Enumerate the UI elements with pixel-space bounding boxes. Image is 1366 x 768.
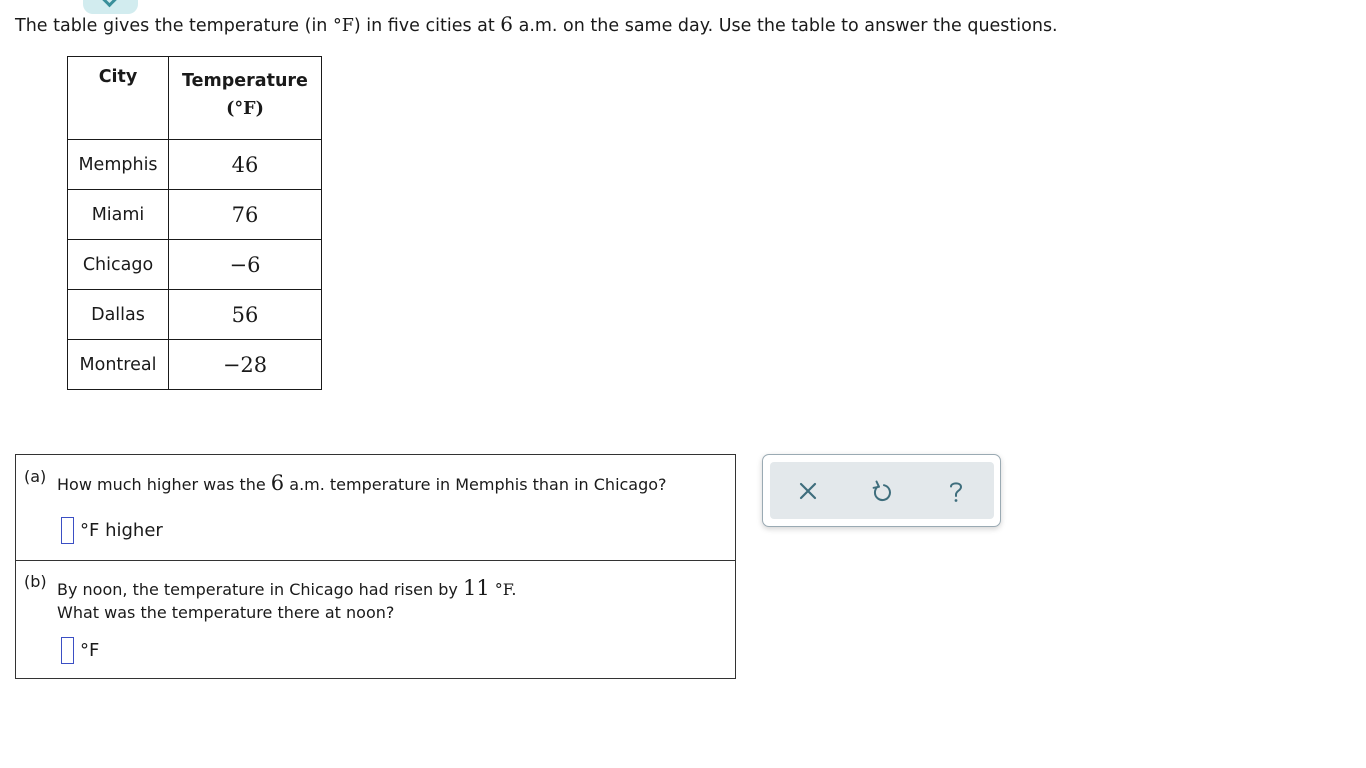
city-column-header: City: [68, 57, 169, 140]
intro-text: The table gives the temperature (in °F) in five cities at 6 a.m. on the same day. Use the table to answer the questions.: [15, 12, 1058, 36]
toolbar-inner: [770, 462, 994, 519]
part-a-label: (a): [24, 467, 47, 486]
city-cell: Chicago: [68, 240, 169, 290]
temperature-header-label: Temperature: [182, 71, 308, 91]
chevron-down-icon: [102, 0, 118, 7]
undo-button[interactable]: [867, 476, 897, 506]
part-b-label: (b): [24, 572, 47, 591]
city-cell: Montreal: [68, 340, 169, 390]
part-b-answer-row: [61, 637, 99, 664]
table-row: [68, 140, 322, 190]
part-a-question: How much higher was the 6 a.m. temperature in Memphis than in Chicago?: [57, 471, 667, 495]
question-box: [15, 454, 736, 679]
part-b-question: By noon, the temperature in Chicago had risen by 11 °F.: [57, 576, 517, 600]
clear-button[interactable]: [793, 476, 823, 506]
answer-toolbar: [762, 454, 1001, 527]
part-a-answer-unit: °F higher: [80, 520, 163, 541]
temperature-cell: 46: [169, 140, 322, 190]
part-b-answer-unit: °F: [80, 640, 100, 661]
temperature-table: [67, 56, 322, 390]
part-a: [16, 455, 735, 561]
city-cell: Dallas: [68, 290, 169, 340]
temperature-cell: 76: [169, 190, 322, 240]
temperature-header-unit: (°F): [226, 99, 264, 119]
part-b-question-line2: What was the temperature there at noon?: [57, 603, 395, 622]
temperature-cell: 56: [169, 290, 322, 340]
undo-icon: [867, 476, 897, 506]
city-cell: Miami: [68, 190, 169, 240]
table-row: [68, 340, 322, 390]
table-header-row: [68, 57, 322, 140]
temperature-cell: −6: [169, 240, 322, 290]
table-row: [68, 240, 322, 290]
table-row: [68, 190, 322, 240]
city-cell: Memphis: [68, 140, 169, 190]
temperature-column-header: [169, 57, 322, 140]
help-icon: [941, 476, 971, 506]
part-b: [16, 561, 735, 678]
part-b-answer-input[interactable]: [61, 637, 74, 664]
part-a-answer-row: [61, 517, 163, 544]
part-a-answer-input[interactable]: [61, 517, 74, 544]
table-row: [68, 290, 322, 340]
help-button[interactable]: [941, 476, 971, 506]
temperature-cell: −28: [169, 340, 322, 390]
close-icon: [793, 476, 823, 506]
